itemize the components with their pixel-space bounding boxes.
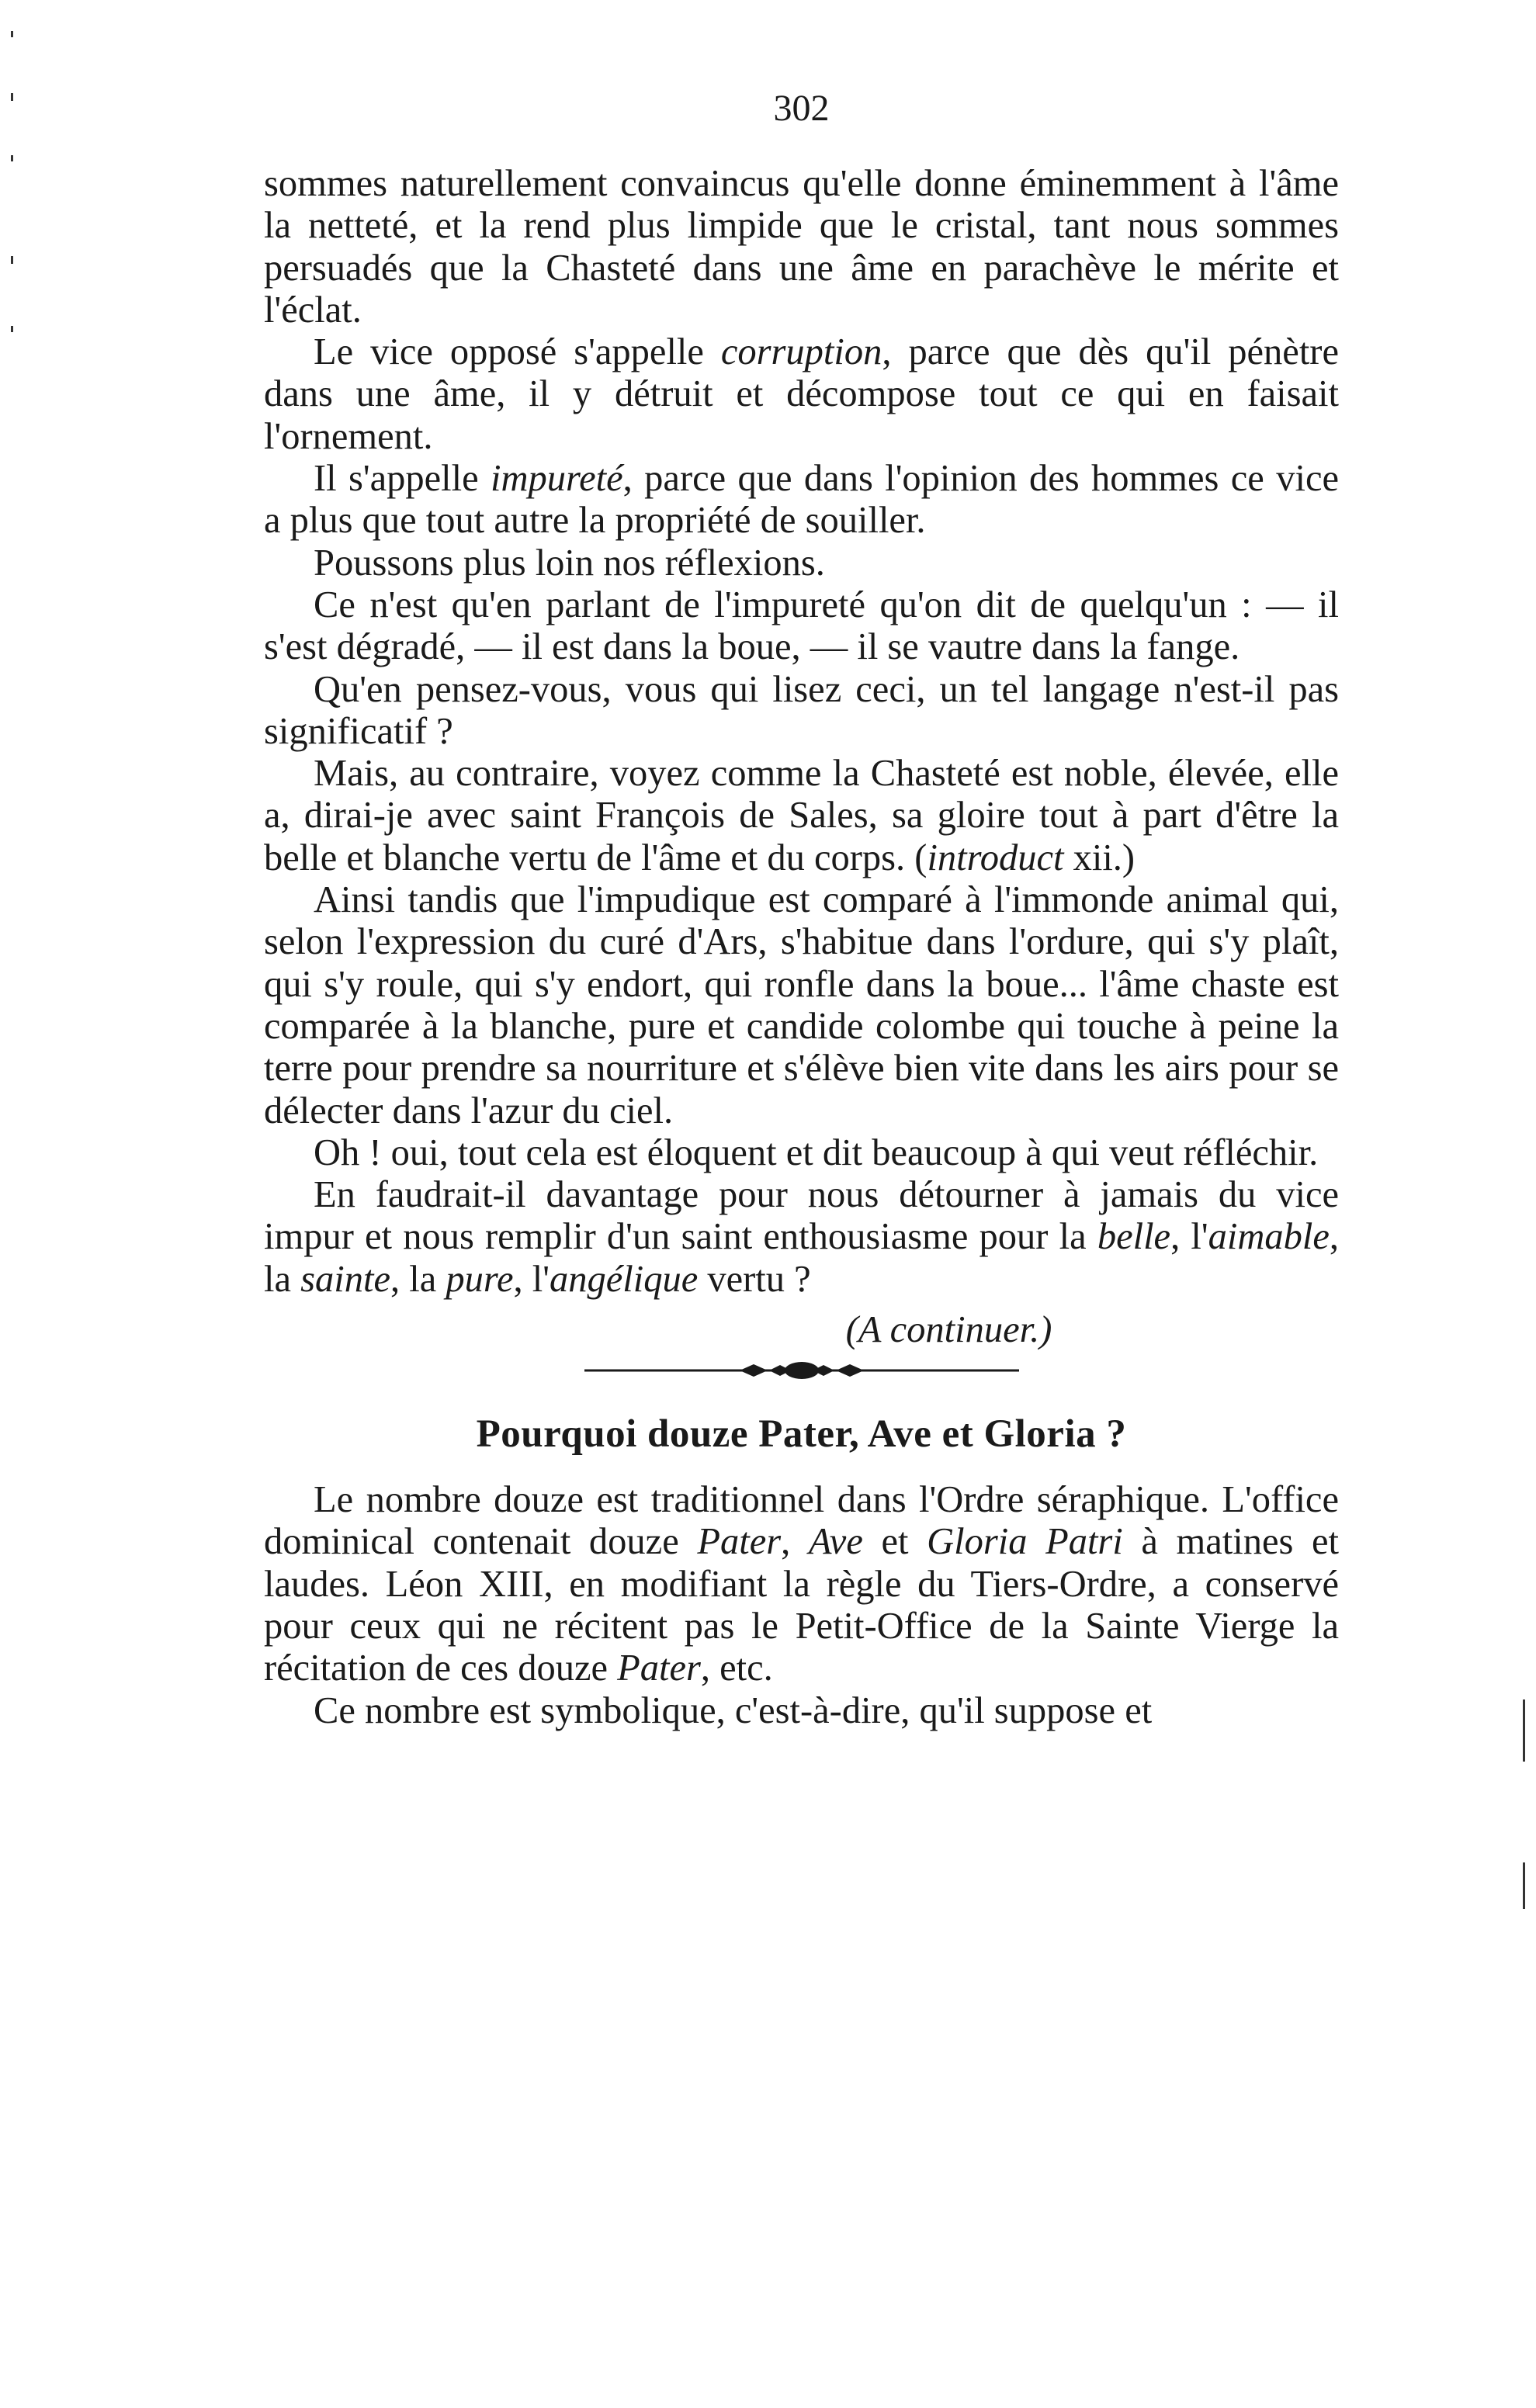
paragraph-enthousiasme: En faudrait-il davantage pour nous détourner à jamais du vice impur et nous remplir d'un saint enthousiasme pour la belle, l'aimable, la sainte, la pure, l'angélique vertu ? <box>264 1174 1339 1300</box>
scan-edge-mark <box>11 155 13 161</box>
scan-edge-mark <box>11 326 13 332</box>
paragraph-chastete-noble: Mais, au contraire, voyez comme la Chasteté est noble, élevée, elle a, dirai-je avec saint François de Sales, sa gloire tout à part d'être la belle et blanche vertu de l'âme et du corps. (introduct xii.) <box>264 753 1339 878</box>
paragraph-reflexions: Poussons plus loin nos réflexions. <box>314 542 825 584</box>
scan-edge-mark <box>1523 1862 1525 1909</box>
paragraph-impurete: Il s'appelle impureté, parce que dans l'opinion des hommes ce vice a plus que tout autre la propriété de souiller. <box>264 458 1339 542</box>
term-corruption: corruption <box>720 331 882 373</box>
page-number: 302 <box>773 88 830 129</box>
document-page <box>264 85 1339 1732</box>
ornament-divider <box>264 1355 1339 1401</box>
paragraph-corruption: Le vice opposé s'appelle corruption, parce que dès qu'il pénètre dans une âme, il y détruit et décompose tout ce qui en faisait l'ornement. <box>264 331 1339 457</box>
scan-edge-mark <box>11 93 13 101</box>
continuation-note: (A continuer.) <box>845 1309 1052 1351</box>
paragraph-comparaison: Ainsi tandis que l'impudique est comparé à l'immonde animal qui, selon l'expression du curé d'Ars, s'habitue dans l'ordure, qui s'y plaît, qui s'y roule, qui s'y endort, qui ronfle dans la boue... l'âme chaste est comparée à la blanche, pure et candide colombe qui touche à peine la terre pour prendre sa nourriture et s'élève bien vite dans les airs pour se délecter dans l'azur du ciel. <box>264 879 1339 1131</box>
reference-introduct: introduct <box>927 837 1064 878</box>
section-title: Pourquoi douze Pater, Ave et Gloria ? <box>476 1412 1127 1457</box>
term-impurete: impureté <box>491 458 623 500</box>
paragraph-degrade: Ce n'est qu'en parlant de l'impureté qu'on dit de quelqu'un : — il s'est dégradé, — il est dans la boue, — il se vautre dans la fange. <box>264 584 1339 668</box>
paragraph-eloquent: Oh ! oui, tout cela est éloquent et dit beaucoup à qui veut réfléchir. <box>314 1131 1319 1173</box>
scan-edge-mark <box>1523 1699 1525 1762</box>
paragraph-nombre-douze: Le nombre douze est traditionnel dans l'Ordre séraphique. L'office dominical contenait douze Pater, Ave et Gloria Patri à matines et laudes. Léon XIII, en modifiant la règle du Tiers-Ordre, a conservé pour ceux qui ne récitent pas le Petit-Office de la Sainte Vierge la récitation de ces douze Pater, etc. <box>264 1479 1339 1689</box>
paragraph-symbolique: Ce nombre est symbolique, c'est-à-dire, qu'il suppose et <box>314 1689 1153 1731</box>
scan-edge-mark <box>11 256 13 264</box>
paragraph-langage: Qu'en pensez-vous, vous qui lisez ceci, un tel langage n'est-il pas significatif ? <box>264 668 1339 752</box>
scan-edge-mark <box>11 31 13 37</box>
paragraph-continuation: sommes naturellement convaincus qu'elle donne éminemment à l'âme la netteté, et la rend plus limpide que le cristal, tant nous sommes persuadés que la Chasteté dans une âme en parachève le mérite et l'éclat. <box>264 163 1339 331</box>
ornament-divider-icon <box>584 1355 1019 1386</box>
